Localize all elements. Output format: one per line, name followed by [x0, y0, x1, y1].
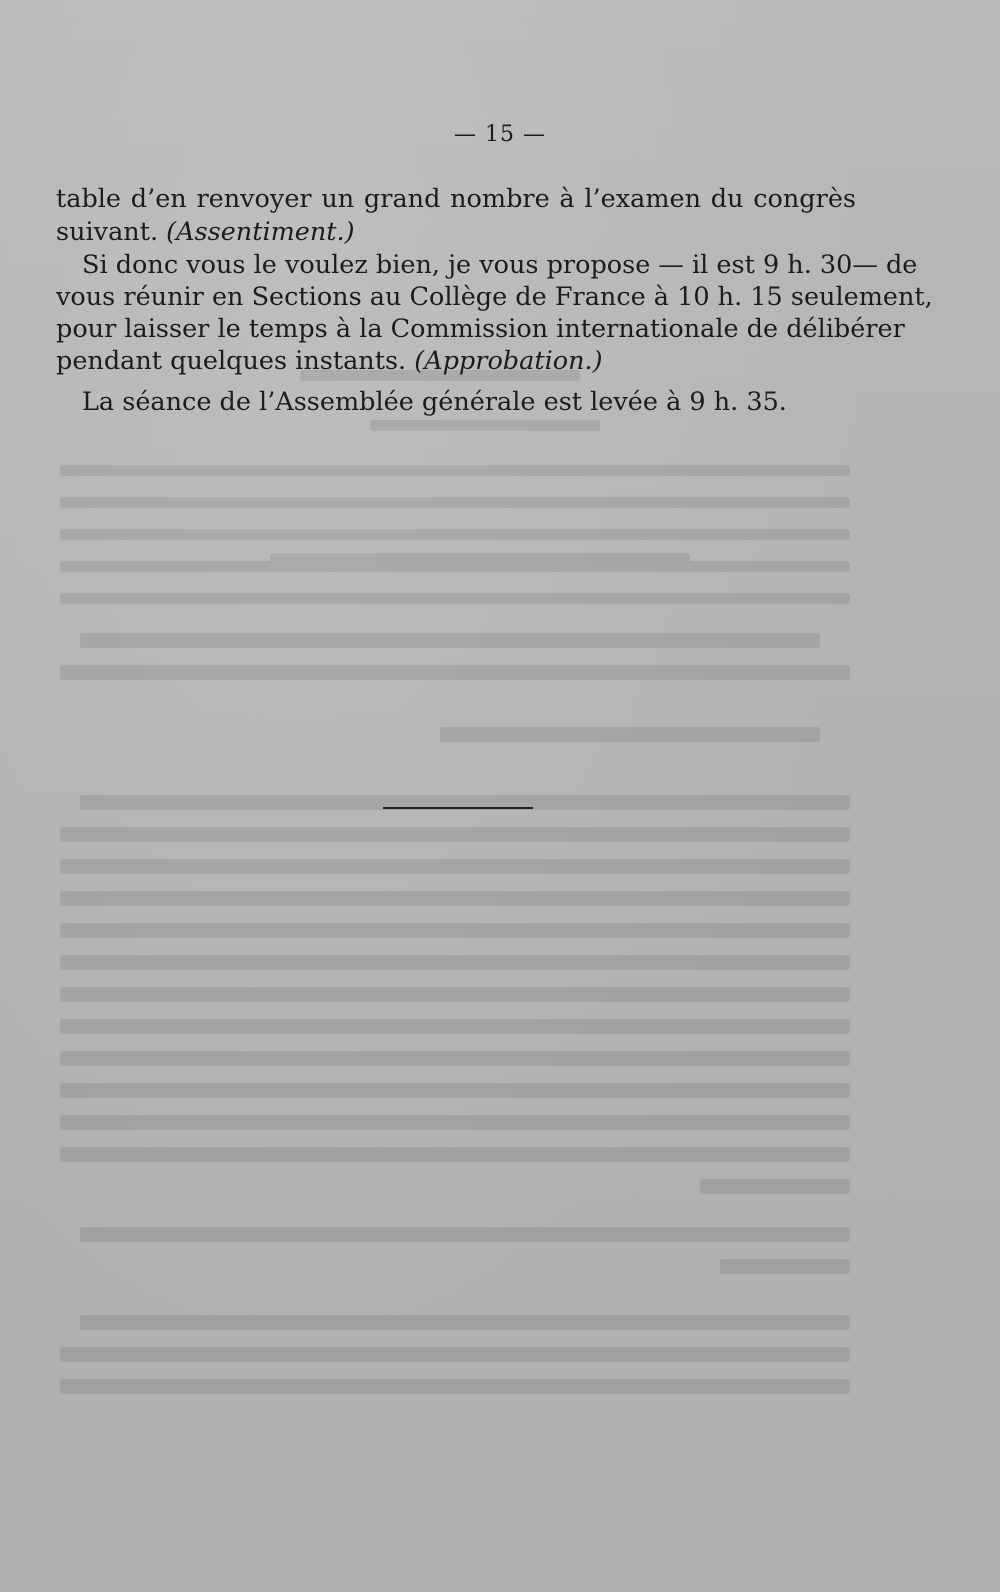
text-run: table d’en renvoyer un grand nombre à l’examen du congrès	[56, 184, 856, 214]
text-run: suivant.	[56, 217, 167, 247]
page-number: — 15 —	[454, 122, 546, 147]
text-run: pour laisser le temps à la Commission internationale de délibérer	[56, 314, 905, 344]
text-line	[82, 249, 918, 282]
text-line	[56, 183, 856, 216]
text-line	[56, 313, 905, 346]
section-divider	[383, 807, 533, 809]
text-line	[56, 345, 856, 378]
italic-remark: (Approbation.)	[414, 346, 603, 376]
text-run: vous réunir en Sections au Collège de France à 10 h. 15 seulement,	[56, 282, 933, 312]
text-run: Si donc vous le voulez bien, je vous propose — il est 9 h. 30— de	[82, 250, 918, 280]
italic-remark: (Assentiment.)	[166, 217, 355, 247]
text-run: La séance de l’Assemblée générale est levée à 9 h. 35.	[82, 387, 787, 417]
text-run: pendant quelques instants.	[56, 346, 415, 376]
text-line	[56, 281, 933, 314]
text-line	[56, 216, 856, 249]
text-line	[82, 386, 856, 419]
